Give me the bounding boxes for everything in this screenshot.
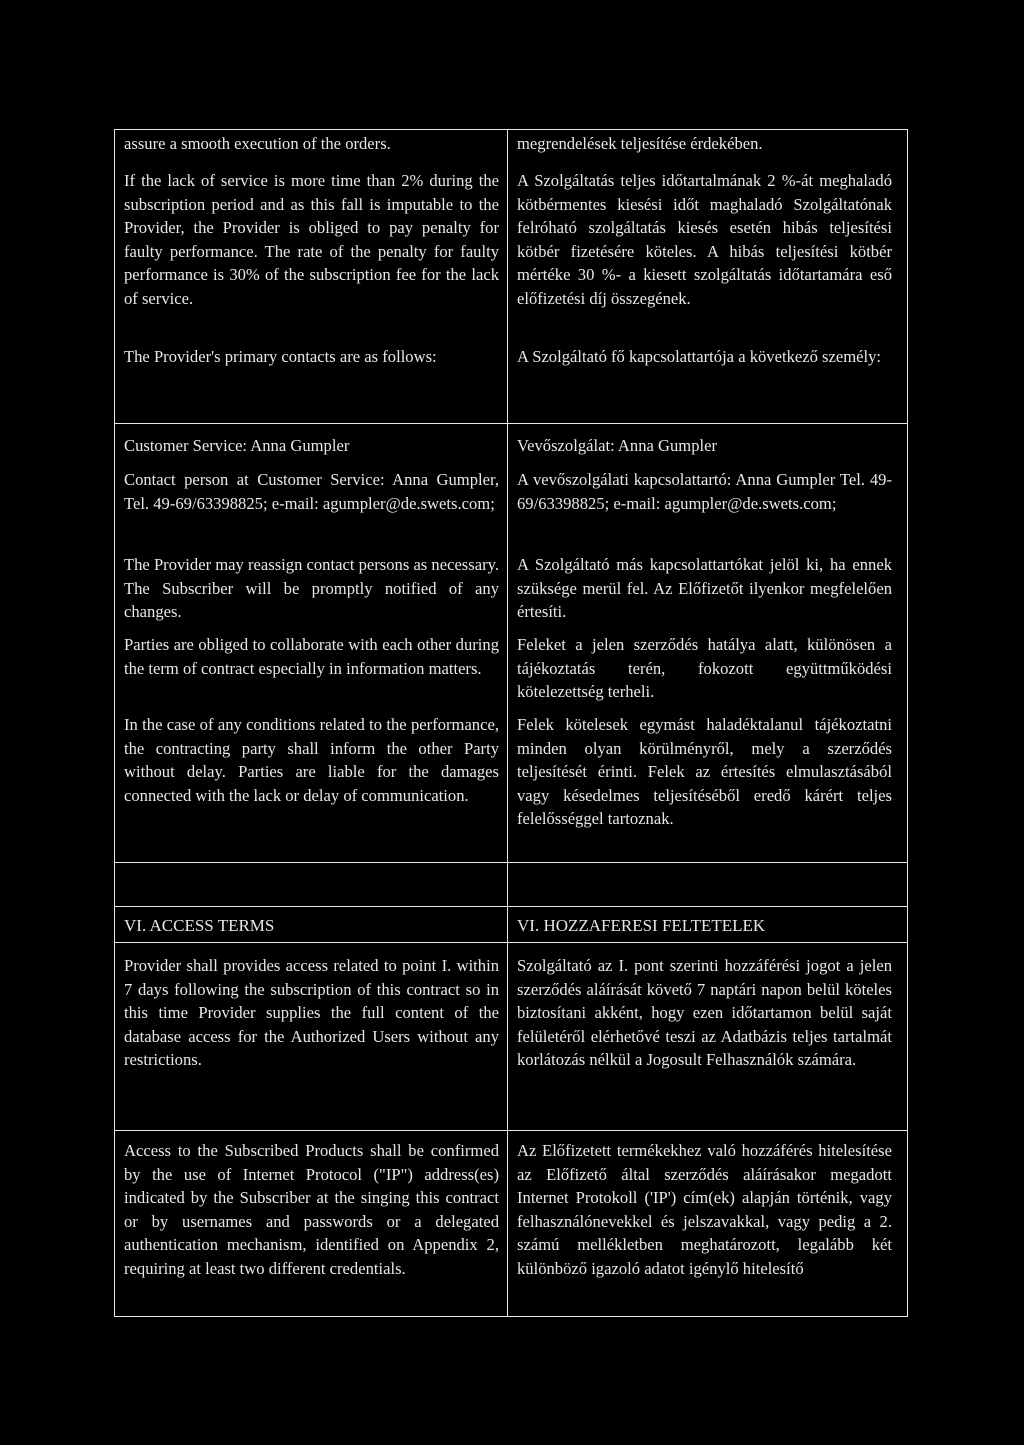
en-paragraph-access-products: Access to the Subscribed Products shall be confirmed by the use of Internet Protocol ("IP") address(es) indicated by the Subscriber at the singing this contract or by usernames and passwords or a delegated authentication mechanism, identified on Appendix 2, requiring at least two different credentials. xyxy=(124,1141,499,1278)
en-paragraph-contacts-intro: The Provider's primary contacts are as follows: xyxy=(124,347,437,366)
hu-paragraph-collaborate: Feleket a jelen szerződés hatálya alatt, különösen a tájékoztatás terén, fokozott együttműködési kötelezettség terheli. xyxy=(517,635,892,702)
en-paragraph-customer-service: Customer Service: Anna Gumpler xyxy=(124,436,350,455)
en-paragraph-penalty: If the lack of service is more time than 2% during the subscription period and as this fall is imputable to the Provider, the Provider is obliged to pay penalty for faulty performance. The rate of the penalty for faulty performance is 30% of the subscription fee for the lack of service. xyxy=(124,171,499,308)
row-divider xyxy=(114,423,908,424)
hu-paragraph-contact-person: A vevőszolgálati kapcsolattartó: Anna Gumpler Tel. 49-69/63398825; e-mail: agumpler@de.swets.com; xyxy=(517,470,892,513)
en-paragraph-orders: assure a smooth execution of the orders. xyxy=(124,134,391,153)
en-paragraph-conditions: In the case of any conditions related to the performance, the contracting party shall inform the other Party without delay. Parties are liable for the damages connected with the lack or delay of communication. xyxy=(124,715,499,805)
en-paragraph-contact-person: Contact person at Customer Service: Anna Gumpler, Tel. 49-69/63398825; e-mail: agumpler@de.swets.com; xyxy=(124,470,499,513)
hu-paragraph-contacts-intro: A Szolgáltató fő kapcsolattartója a következő személy: xyxy=(517,347,882,366)
row-divider xyxy=(114,942,908,943)
en-paragraph-provider-access: Provider shall provides access related to point I. within 7 days following the subscription of this contract so in this time Provider supplies the full content of the database access for the Authorized Users without any restrictions. xyxy=(124,956,499,1070)
en-section-heading: VI. ACCESS TERMS xyxy=(124,916,275,935)
hu-paragraph-access-products: Az Előfizetett termékekhez való hozzáférés hitelesítése az Előfizető által szerződés aláírásakor megadott Internet Protokoll ('IP') cím(ek) alapján történik, vagy felhasználónevekkel és jelszavakkal, vagy pedig a 2. számú mellékletben meghatározott, legalább két különböző igazoló adatot igénylő hitelesítő xyxy=(517,1141,892,1278)
hu-paragraph-conditions: Felek kötelesek egymást haladéktalanul tájékoztatni minden olyan körülményről, mely a szerződés teljesítését érinti. Felek az értesítés elmulasztásából vagy késedelmes teljesítéséből eredő kárért teljes felelősséggel tartoznak. xyxy=(517,715,892,829)
hu-paragraph-orders: megrendelések teljesítése érdekében. xyxy=(517,134,763,153)
hu-paragraph-provider-access: Szolgáltató az I. pont szerinti hozzáférési jogot a jelen szerződés aláírását követő 7 naptári napon belül köteles biztosítani akként, hogy ezen időtartamon belül saját felületéről elérhetővé teszi az Adatbázis teljes tartalmát korlátozás nélkül a Jogosult Felhasználók számára. xyxy=(517,956,892,1070)
en-paragraph-reassign: The Provider may reassign contact persons as necessary. The Subscriber will be promptly notified of any changes. xyxy=(124,555,499,622)
hu-paragraph-reassign: A Szolgáltató más kapcsolattartókat jelöl ki, ha ennek szüksége merül fel. Az Előfizetőt ilyenkor megfelelően értesíti. xyxy=(517,555,892,622)
en-paragraph-collaborate: Parties are obliged to collaborate with each other during the term of contract especially in information matters. xyxy=(124,635,499,678)
row-divider xyxy=(114,906,908,907)
hu-paragraph-penalty: A Szolgáltatás teljes időtartalmának 2 %-át meghaladó kötbérmentes kiesési időt maghaladó Szolgáltatónak felróható szolgáltatás kiesés esetén hibás teljesítési kötbér fizetésére köteles. A hibás teljesítési kötbér mértéke 30 %- a kiesett szolgáltatás időtartamára eső előfizetési díj összegének. xyxy=(517,171,892,308)
row-divider xyxy=(114,1130,908,1131)
hu-paragraph-customer-service: Vevőszolgálat: Anna Gumpler xyxy=(517,436,717,455)
row-divider xyxy=(114,862,908,863)
hu-section-heading: VI. HOZZAFERESI FELTETELEK xyxy=(517,916,766,935)
column-divider xyxy=(507,129,508,1317)
